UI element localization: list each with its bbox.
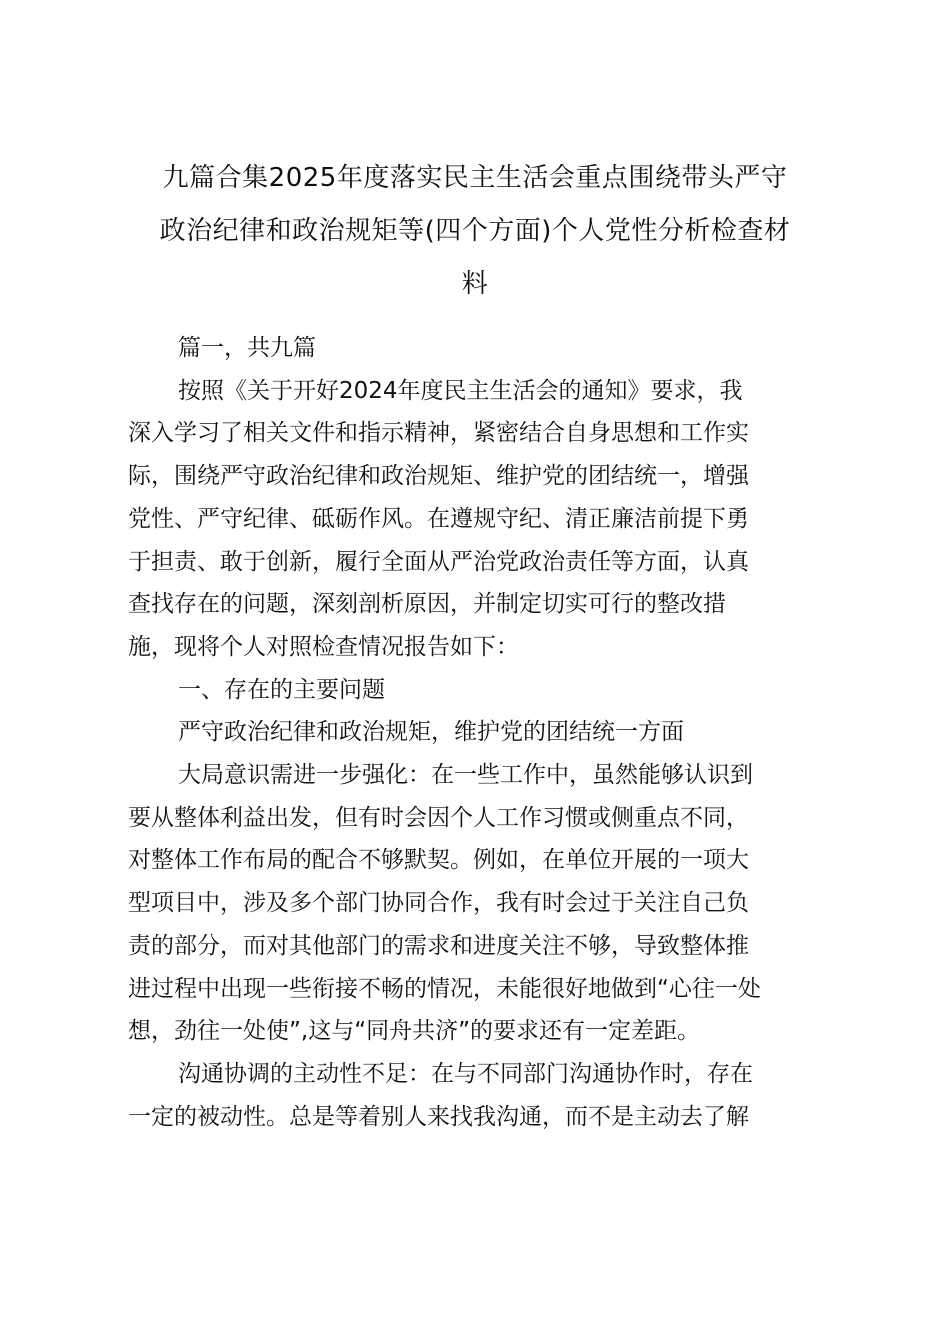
title-line: 料 [461,269,489,299]
paragraph-line: 于担责、敢于创新，履行全面从严治党政治责任等方面，认真 [128,548,749,575]
subsection-heading: 严守政治纪律和政治规矩，维护党的团结统一方面 [178,719,684,746]
paragraph-line: 大局意识需进一步强化：在一些工作中，虽然能够认识到 [178,762,753,789]
paragraph-line: 查找存在的问题，深刻剖析原因，并制定切实可行的整改措 [128,591,726,618]
paragraph-line: 责的部分，而对其他部门的需求和进度关注不够，导致整体推 [128,932,749,959]
title-line: 九篇合集2025年度落实民主生活会重点围绕带头严守 [162,163,788,193]
paragraph-line: 对整体工作布局的配合不够默契。例如，在单位开展的一项大 [128,847,749,874]
section-label: 篇一，共九篇 [178,335,316,361]
title-line: 政治纪律和政治规矩等(四个方面)个人党性分析检查材 [159,216,791,246]
paragraph-line: 党性、严守纪律、砥砺作风。在遵规守纪、清正廉洁前提下勇 [128,505,749,532]
paragraph-line: 际，围绕严守政治纪律和政治规矩、维护党的团结统一，增强 [128,463,749,490]
paragraph-line: 深入学习了相关文件和指示精神，紧密结合自身思想和工作实 [128,420,749,447]
document-body [128,327,828,1138]
paragraph-line: 施，现将个人对照检查情况报告如下： [128,633,519,660]
paragraph-line: 型项目中，涉及多个部门协同合作，我有时会过于关注自己负 [128,890,749,917]
section-heading: 一、存在的主要问题 [178,676,385,703]
paragraph-line: 按照《关于开好2024年度民主生活会的通知》要求，我 [178,377,743,404]
paragraph-line: 一定的被动性。总是等着别人来找我沟通，而不是主动去了解 [128,1103,749,1130]
paragraph-line: 想，劲往一处使”,这与“同舟共济”的要求还有一定差距。 [128,1018,701,1045]
paragraph-line: 进过程中出现一些衔接不畅的情况，未能很好地做到“心往一处 [128,975,761,1002]
document-title [110,152,840,311]
paragraph-line: 要从整体利益出发，但有时会因个人工作习惯或侧重点不同， [128,804,749,831]
paragraph-line: 沟通协调的主动性不足：在与不同部门沟通协作时，存在 [178,1060,753,1087]
